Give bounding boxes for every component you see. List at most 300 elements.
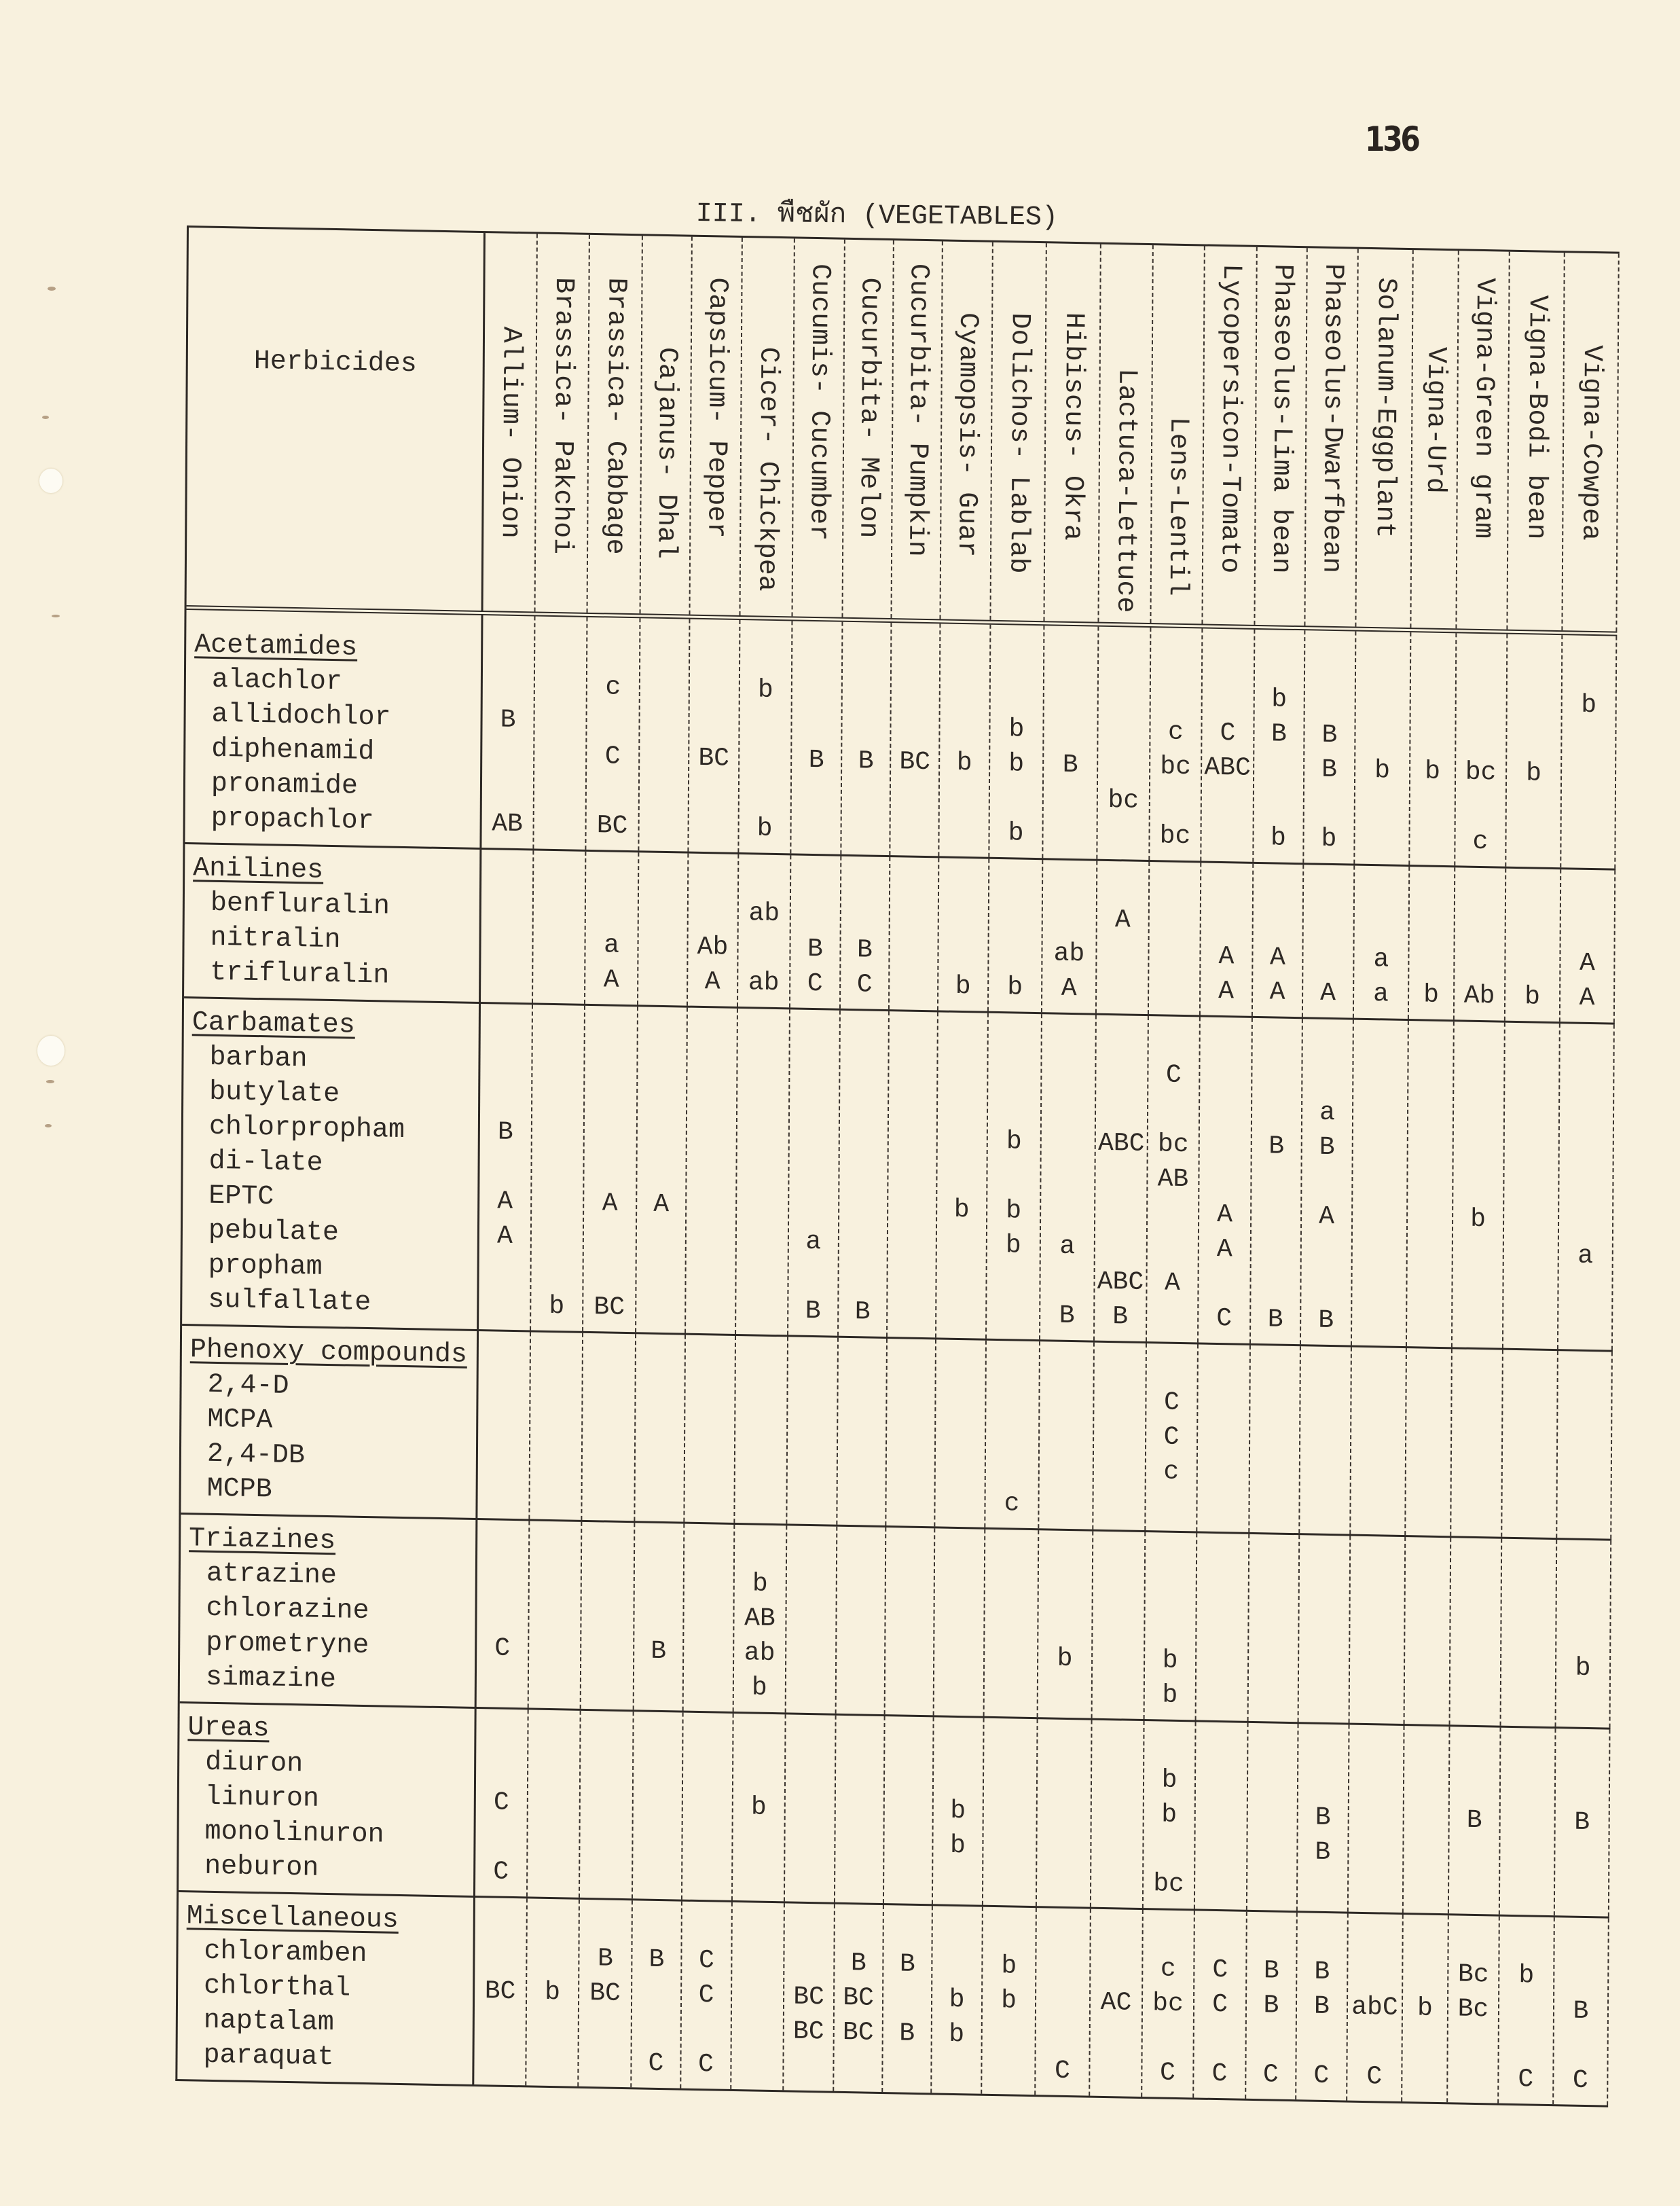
rating-cell xyxy=(791,897,840,932)
rating-cell xyxy=(984,1760,1036,1795)
rating-cell: c xyxy=(1163,1457,1180,1487)
crop-column xyxy=(982,1907,1037,2095)
rating-cell xyxy=(739,742,790,777)
herbicide-label: chloramben xyxy=(204,1936,367,1970)
section-title-spacer xyxy=(1091,1916,1142,1951)
section-title-spacer xyxy=(788,1343,837,1379)
section-title-spacer xyxy=(683,1720,732,1755)
section-title-spacer xyxy=(1554,1924,1607,1959)
column-header-label: Solanum-Eggplant xyxy=(1368,276,1402,539)
rating-cell xyxy=(478,1407,529,1443)
crop-column xyxy=(1142,1910,1195,2097)
rating-cell xyxy=(1556,1770,1609,1805)
crop-column xyxy=(1037,1719,1093,1906)
rating-cell xyxy=(843,674,890,710)
crop-column xyxy=(1558,1024,1615,1350)
crop-column xyxy=(534,616,587,849)
section-title-spacer xyxy=(1505,1030,1558,1065)
rating-cell: b xyxy=(1575,1653,1591,1684)
crop-column xyxy=(841,622,892,855)
crop-column xyxy=(1299,1535,1351,1722)
rating-cell: A xyxy=(1061,973,1077,1004)
section-title-spacer xyxy=(634,1718,682,1754)
rating-cell xyxy=(1406,1390,1450,1425)
rating-cell xyxy=(1198,1455,1249,1490)
rating-cell xyxy=(1194,2021,1245,2057)
herbicide-label: simazine xyxy=(205,1662,337,1696)
rating-cell: b xyxy=(1423,980,1440,1010)
section-title-spacer xyxy=(1304,871,1353,907)
rating-cell: b xyxy=(1161,1800,1177,1830)
rating-cell xyxy=(689,810,737,846)
rating-cell xyxy=(636,1375,684,1411)
rating-cell xyxy=(986,1382,1038,1417)
rating-cell: B xyxy=(1268,1132,1285,1161)
crop-column xyxy=(1039,1341,1095,1529)
rating-cell xyxy=(735,1412,786,1447)
rating-cell xyxy=(583,1255,635,1290)
rating-cell: b xyxy=(1005,1231,1021,1261)
rating-cell xyxy=(689,706,738,742)
rating-cell xyxy=(1504,1168,1558,1204)
section-title-spacer xyxy=(837,1534,885,1569)
rating-cell xyxy=(1504,1203,1558,1238)
rating-cell: C xyxy=(1366,2062,1383,2092)
section-title-spacer xyxy=(690,637,739,672)
rating-cell xyxy=(1038,1795,1091,1830)
rating-cell xyxy=(732,1944,783,1979)
section-triazines xyxy=(180,1513,1612,1728)
rating-cell: AC xyxy=(1100,1987,1132,2018)
rating-cell xyxy=(1146,1574,1196,1609)
column-header xyxy=(1203,246,1257,624)
section-title-spacer xyxy=(531,1339,582,1374)
rating-cell xyxy=(587,704,638,740)
rating-cell xyxy=(1201,819,1252,854)
rating-cell xyxy=(1092,1796,1143,1832)
rating-cell: B xyxy=(808,745,824,776)
section-title-spacer xyxy=(1410,873,1454,909)
rating-cell: B xyxy=(805,1296,821,1326)
rating-cell xyxy=(1299,1646,1349,1681)
rating-cell: b xyxy=(1001,1986,1017,2016)
rating-cell xyxy=(1252,1198,1300,1233)
rating-cell xyxy=(475,1939,526,1974)
rating-cell xyxy=(787,1567,836,1602)
section-title-spacer xyxy=(1560,1030,1613,1066)
section-ureas xyxy=(179,1701,1611,1917)
herbicide-label: linuron xyxy=(204,1782,320,1815)
rating-cell: A xyxy=(1320,978,1336,1009)
crop-column xyxy=(890,623,941,856)
rating-cell xyxy=(891,710,938,745)
crop-column xyxy=(1455,633,1508,866)
crop-column xyxy=(1409,867,1455,1019)
rating-cell xyxy=(1093,1608,1144,1643)
rating-cell xyxy=(936,1381,985,1416)
rating-cell xyxy=(687,1188,735,1223)
rating-cell: B xyxy=(1321,755,1338,785)
rating-cell xyxy=(475,2008,526,2044)
rating-cell xyxy=(1408,1201,1452,1236)
rating-cell xyxy=(638,1117,686,1153)
section-title-spacer xyxy=(481,1011,532,1046)
rating-cell xyxy=(685,1377,734,1412)
rating-cell xyxy=(1252,1094,1301,1129)
rating-cell xyxy=(892,675,939,710)
crop-column xyxy=(1249,1534,1300,1722)
rating-cell xyxy=(1146,1489,1196,1524)
section-title-spacer xyxy=(1197,1540,1248,1575)
column-header xyxy=(1356,249,1413,628)
rating-cell xyxy=(1037,1864,1090,1900)
rating-cell: C xyxy=(1572,2065,1588,2096)
rating-cell xyxy=(1195,1867,1246,1902)
rating-cell xyxy=(1353,1131,1407,1166)
rating-cell xyxy=(788,1378,837,1413)
rating-cell: b xyxy=(1470,1204,1486,1235)
crop-column xyxy=(886,1339,936,1526)
rating-cell: a xyxy=(1059,1231,1076,1262)
rating-cell xyxy=(638,928,687,964)
crop-column xyxy=(890,857,939,1010)
crop-column xyxy=(636,1007,688,1333)
rating-cell xyxy=(1095,1195,1146,1231)
rating-cell xyxy=(476,1750,527,1786)
crop-column xyxy=(936,1012,989,1338)
rating-cell xyxy=(1450,1683,1500,1718)
section-title-spacer xyxy=(892,640,939,676)
rating-cell xyxy=(1302,1164,1351,1199)
crop-column xyxy=(731,1902,785,2090)
rating-cell xyxy=(834,2050,881,2085)
crop-column xyxy=(1254,630,1305,863)
rating-cell xyxy=(737,1223,788,1259)
rating-cell xyxy=(982,2053,1034,2088)
rating-cell xyxy=(1300,1491,1349,1527)
rating-cell xyxy=(941,676,989,711)
crop-column xyxy=(1499,1917,1555,2104)
rating-cell xyxy=(481,891,532,926)
rating-cell xyxy=(1149,973,1199,1008)
column-header xyxy=(1411,250,1459,628)
rating-cell xyxy=(890,933,937,969)
crop-column xyxy=(1410,632,1457,865)
section-title-spacer xyxy=(1453,1356,1502,1391)
rating-cell xyxy=(987,1159,1040,1194)
rating-cell xyxy=(1409,943,1453,978)
rating-cell xyxy=(1500,1873,1554,1909)
section-title-spacer xyxy=(1093,1538,1144,1574)
rating-cell: B xyxy=(1318,1305,1334,1336)
rating-cell xyxy=(932,2051,981,2086)
rating-cell xyxy=(1501,1684,1555,1720)
rating-cell: B xyxy=(1112,1302,1129,1332)
crop-column xyxy=(1097,627,1151,860)
rating-cell xyxy=(1196,1763,1247,1798)
rating-cell: ABC xyxy=(1097,1128,1145,1159)
rating-cell xyxy=(939,814,988,850)
section-title-spacer xyxy=(1201,869,1252,905)
rating-cell xyxy=(1351,1389,1405,1424)
crop-column xyxy=(533,850,586,1003)
rating-cell: b xyxy=(1162,1646,1178,1676)
rating-cell: bc xyxy=(1152,1989,1184,2019)
rating-cell: C xyxy=(1054,2056,1070,2086)
rating-cell xyxy=(1302,1233,1351,1269)
rating-cell xyxy=(636,1256,684,1291)
rating-cell xyxy=(934,1604,983,1640)
column-header-label: Allium- Onion xyxy=(494,326,526,539)
rating-cell xyxy=(938,934,987,969)
crop-column xyxy=(634,1523,685,1710)
rating-cell xyxy=(689,895,737,930)
rating-cell xyxy=(835,1861,883,1896)
rating-cell xyxy=(1040,1452,1093,1487)
rating-cell xyxy=(840,1087,888,1122)
rating-cell xyxy=(985,1571,1038,1606)
section-title-spacer xyxy=(1300,1542,1349,1577)
rating-cell: a xyxy=(1319,1098,1336,1128)
rating-cell xyxy=(1406,1494,1450,1529)
rating-cell xyxy=(1148,1092,1199,1127)
rating-cell: C xyxy=(1211,2059,1228,2089)
rating-cell xyxy=(1452,1425,1501,1460)
rating-cell xyxy=(585,1082,636,1117)
crop-column xyxy=(1404,1726,1450,1913)
section-title-spacer xyxy=(738,1015,789,1051)
column-header xyxy=(691,237,743,615)
crop-column xyxy=(837,1338,888,1525)
crop-column xyxy=(884,1716,934,1904)
rating-cell xyxy=(475,1820,526,1855)
rating-cell xyxy=(638,963,687,998)
rating-cell: ab xyxy=(744,1638,775,1669)
section-title-spacer xyxy=(938,1019,987,1054)
rating-cell: B xyxy=(1315,1803,1331,1833)
rating-cell xyxy=(938,1088,987,1123)
rating-cell xyxy=(1404,1871,1448,1906)
punch-hole-mark xyxy=(39,469,62,493)
section-title-spacer xyxy=(1043,867,1096,902)
rating-cell xyxy=(682,1824,731,1859)
rating-cell xyxy=(478,1373,529,1408)
herbicide-label: diuron xyxy=(205,1747,304,1780)
column-header xyxy=(1457,251,1510,629)
rating-cell xyxy=(1040,1383,1093,1418)
rating-cell: a xyxy=(1373,945,1389,975)
rating-cell xyxy=(1410,908,1454,943)
section-title-spacer xyxy=(792,638,841,674)
rating-cell xyxy=(534,807,585,842)
rating-cell xyxy=(983,2018,1035,2053)
rating-cell xyxy=(1448,2061,1497,2096)
rating-cell xyxy=(1454,1098,1503,1133)
section-title-spacer xyxy=(1253,1025,1302,1060)
rating-cell xyxy=(1197,1644,1247,1679)
rating-cell xyxy=(785,1860,834,1895)
rating-cell xyxy=(885,1638,933,1674)
rating-cell xyxy=(1455,909,1505,944)
rating-cell: b xyxy=(752,1569,768,1599)
rating-cell: B xyxy=(597,1944,613,1974)
rating-cell xyxy=(1249,1491,1298,1526)
column-header xyxy=(1563,253,1619,631)
section-title-spacer xyxy=(481,856,532,892)
rating-cell: BC xyxy=(484,1976,516,2007)
rating-cell xyxy=(1558,1273,1611,1308)
rating-cell: B xyxy=(500,705,516,735)
rating-cell xyxy=(1097,937,1148,973)
rating-cell xyxy=(1091,1951,1142,1986)
column-header xyxy=(793,238,845,617)
rating-cell xyxy=(1506,910,1560,945)
section-title-spacer xyxy=(1558,1358,1611,1393)
section-title-spacer xyxy=(1044,643,1097,679)
crop-column xyxy=(834,1904,884,2092)
section-title-spacer xyxy=(583,1340,635,1375)
rating-cell xyxy=(1449,1837,1499,1873)
rating-cell xyxy=(1353,1096,1407,1132)
rating-cell xyxy=(940,780,989,815)
herbicide-label: di-late xyxy=(208,1146,323,1179)
crop-column xyxy=(1355,632,1411,865)
section-title-spacer xyxy=(1097,1022,1148,1057)
section-anilines xyxy=(184,842,1615,1023)
herbicide-label: trifluralin xyxy=(210,957,390,992)
rating-cell xyxy=(528,1820,579,1856)
section-title-spacer xyxy=(580,1906,632,1942)
rating-cell: Bc xyxy=(1457,1994,1489,2025)
rating-cell xyxy=(581,1667,633,1703)
rating-cell xyxy=(684,1481,733,1516)
section-title-spacer xyxy=(1352,1354,1406,1390)
rating-cell xyxy=(1093,1488,1144,1523)
column-header xyxy=(1508,252,1565,630)
rating-cell xyxy=(1405,1682,1449,1718)
rating-cell xyxy=(579,2010,631,2046)
rating-cell xyxy=(1097,818,1148,853)
rating-cell xyxy=(991,677,1043,712)
section-title-spacer xyxy=(581,1718,632,1753)
rating-cell xyxy=(1449,1872,1499,1907)
herbicide-label-column xyxy=(184,844,481,1002)
rating-cell xyxy=(1499,2027,1553,2063)
rating-cell: bc xyxy=(1160,752,1192,782)
rating-cell xyxy=(1558,1307,1611,1343)
herbicide-label: chlorthal xyxy=(204,1970,351,2004)
rating-cell: B xyxy=(1314,1957,1330,1987)
section-title-spacer xyxy=(1305,648,1355,683)
rating-cell xyxy=(637,1152,685,1187)
paper-speck xyxy=(46,1080,54,1083)
section-title-spacer xyxy=(1356,649,1410,685)
rating-cell xyxy=(837,1603,884,1638)
rating-cell xyxy=(1353,1200,1406,1235)
crop-column xyxy=(1560,869,1615,1022)
rating-cell xyxy=(1248,1799,1297,1834)
rating-cell: B xyxy=(1573,1996,1589,2027)
rating-cell xyxy=(888,1295,935,1331)
rating-cell xyxy=(788,1447,837,1483)
page-title: III. พืชผัก (VEGETABLES) xyxy=(695,198,1059,234)
rating-cell: B xyxy=(649,1945,665,1975)
section-title-spacer xyxy=(1451,1544,1501,1580)
crop-column xyxy=(1350,1536,1406,1724)
rating-cell xyxy=(685,1446,734,1481)
rating-cell xyxy=(533,961,584,996)
rating-cell xyxy=(839,1156,887,1191)
rating-cell xyxy=(1252,1233,1300,1268)
rating-cell: A xyxy=(497,1187,513,1216)
crop-column xyxy=(1090,1909,1144,2097)
section-title-spacer xyxy=(1092,1727,1143,1762)
rating-cell xyxy=(1202,784,1253,820)
rating-cell xyxy=(527,1940,578,1975)
rating-cell xyxy=(1454,1132,1503,1168)
crop-column xyxy=(1251,1018,1303,1344)
punch-hole-mark xyxy=(37,1036,65,1066)
rating-cell: a xyxy=(1577,1241,1594,1271)
crop-column xyxy=(1351,1348,1407,1535)
rating-cell xyxy=(1557,1581,1610,1616)
crop-column xyxy=(585,852,639,1005)
rating-cell: ABC xyxy=(1097,1267,1144,1297)
section-title-spacer xyxy=(1557,1547,1610,1582)
rating-cell: Bc xyxy=(1457,1959,1489,1990)
rating-cell: b xyxy=(1425,757,1441,786)
section-title-spacer xyxy=(1194,1917,1245,1953)
rating-cell xyxy=(1098,714,1149,749)
rating-cell xyxy=(477,1561,528,1597)
section-title-spacer xyxy=(985,1536,1038,1572)
rating-cell xyxy=(842,709,890,744)
rating-cell: C xyxy=(1163,1388,1180,1417)
rating-cell xyxy=(934,1639,983,1674)
rating-cell: C xyxy=(604,742,621,772)
rating-cell xyxy=(786,1790,835,1826)
section-title-spacer xyxy=(684,1531,733,1566)
rating-cell xyxy=(1349,1767,1403,1802)
rating-cell xyxy=(633,1822,681,1858)
herbicide-label: nitralin xyxy=(210,922,341,956)
rating-cell xyxy=(835,1826,883,1862)
rating-cell xyxy=(1350,1612,1404,1648)
rating-cell xyxy=(889,1122,936,1157)
section-title-spacer xyxy=(1095,1350,1146,1385)
rating-cell: A xyxy=(603,965,619,995)
rating-cell xyxy=(1558,1462,1611,1497)
crop-column xyxy=(1556,1540,1612,1727)
rating-cell xyxy=(1252,1060,1301,1095)
rating-cell: b xyxy=(757,675,773,705)
crop-column xyxy=(738,854,791,1007)
rating-cell: b xyxy=(1057,1644,1073,1674)
crop-column xyxy=(1095,1015,1149,1341)
crop-column xyxy=(1405,1537,1452,1724)
section-title: Anilines xyxy=(193,853,324,886)
rating-cell xyxy=(1558,1427,1611,1462)
rating-cell: b xyxy=(1271,685,1288,715)
rating-cell xyxy=(737,1050,788,1085)
rating-cell xyxy=(933,1862,982,1898)
rating-cell: C xyxy=(1165,1060,1182,1090)
rating-cell: C xyxy=(807,969,823,999)
rating-cell xyxy=(732,1978,783,2014)
rating-cell xyxy=(886,1569,934,1604)
rating-cell: BC xyxy=(596,811,628,841)
rating-cell xyxy=(1348,1955,1402,1991)
